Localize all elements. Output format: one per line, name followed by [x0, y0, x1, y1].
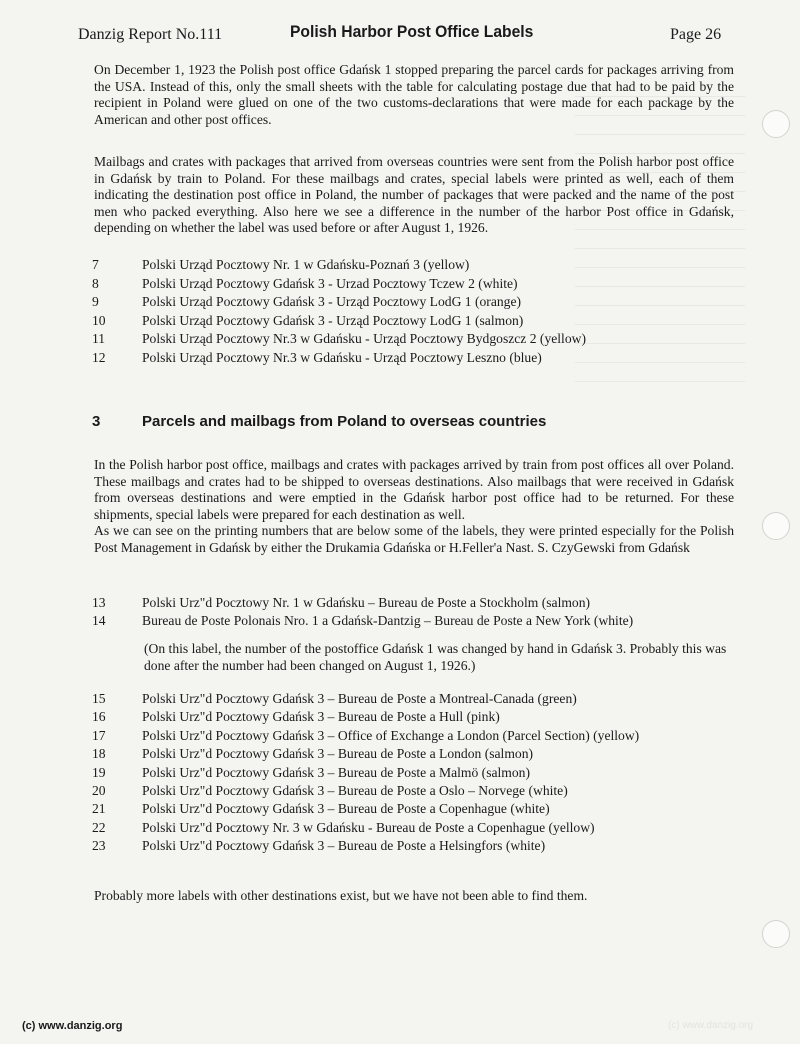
report-name: Danzig Report No.111 [78, 26, 223, 43]
list-item [92, 690, 732, 708]
list-item [92, 293, 732, 312]
item-number: 23 [92, 838, 106, 854]
list-item [92, 764, 732, 782]
item-text: Polski Urz"d Pocztowy Gdańsk 3 – Bureau de Poste a Hull (pink) [142, 709, 500, 725]
item-text: Polski Urząd Pocztowy Nr. 1 w Gdańsku-Poznań 3 (yellow) [142, 257, 470, 272]
item-number: 19 [92, 764, 106, 780]
paragraph-2: Mailbags and crates with packages that arrived from overseas countries were sent from the Polish harbor post office in Gdańsk by train to Poland. For these mailbags and crates, special labels were printed as well, each of them indicating the destination post office in Poland, the number of packages that were packed and the name of the post men who packed everything. Also here we see a difference in the number of the harbor Post office in Gdańsk, depending on whether the label was used before or after August 1, 1926. [94, 154, 734, 235]
page-title: Polish Harbor Post Office Labels [290, 22, 534, 41]
closing-paragraph: Probably more labels with other destinations exist, but we have not been able to find them. [94, 888, 588, 903]
list-item [92, 275, 732, 294]
item-number: 13 [92, 595, 106, 610]
item-number: 12 [92, 349, 106, 365]
item-text: Polski Urząd Pocztowy Nr.3 w Gdańsku - Urząd Pocztowy Bydgoszcz 2 (yellow) [142, 331, 586, 347]
item-text: Polski Urząd Pocztowy Gdańsk 3 - Urząd Pocztowy LodG 1 (salmon) [142, 312, 524, 328]
label-list-outbound-b [92, 690, 732, 856]
item-text: Polski Urz"d Pocztowy Gdańsk 3 – Bureau de Poste a Malmö (salmon) [142, 764, 531, 780]
section-heading [92, 413, 546, 430]
item-number: 17 [92, 727, 106, 743]
watermark-footer: (c) www.danzig.org [668, 1020, 754, 1031]
list-item [92, 837, 732, 855]
item-text: Polski Urz"d Pocztowy Gdańsk 3 – Bureau de Poste a Oslo – Norvege (white) [142, 783, 568, 799]
list-item [92, 594, 732, 612]
page-number: Page 26 [670, 26, 722, 43]
item-number: 7 [92, 257, 99, 272]
punch-hole [762, 110, 790, 138]
item-number: 20 [92, 783, 106, 799]
item-number: 22 [92, 819, 106, 835]
paragraph-4: As we can see on the printing numbers that are below some of the labels, they were printed especially for the Polish Post Management in Gdańsk by either the Drukamia Gdańska or H.Feller'a Nast. S. CzyGewski from Gdańsk [94, 523, 734, 555]
item-number: 14 [92, 613, 106, 629]
list-item [92, 819, 732, 837]
section-title: Parcels and mailbags from Poland to overseas countries [142, 413, 547, 430]
item-number: 10 [92, 312, 106, 328]
item-text: Polski Urz"d Pocztowy Gdańsk 3 – Bureau de Poste a Helsingfors (white) [142, 838, 546, 854]
section-number: 3 [92, 413, 101, 430]
item-text: Polski Urz"d Pocztowy Gdańsk 3 – Bureau de Poste a Copenhague (white) [142, 801, 550, 817]
list-item [92, 330, 732, 349]
item-text: Polski Urząd Pocztowy Nr.3 w Gdańsku - Urząd Pocztowy Leszno (blue) [142, 349, 542, 365]
label-list-inbound [92, 256, 732, 368]
punch-hole [762, 920, 790, 948]
list-item [92, 782, 732, 800]
item-text: Polski Urz"d Pocztowy Gdańsk 3 – Bureau de Poste a Montreal-Canada (green) [142, 691, 577, 706]
label-list-outbound-a [92, 594, 732, 631]
item-number: 8 [92, 275, 99, 291]
list-item [92, 727, 732, 745]
list-item [92, 256, 732, 275]
item-number: 11 [92, 331, 106, 347]
list-item [92, 349, 732, 368]
item-text: Polski Urz"d Pocztowy Gdańsk 3 – Office of Exchange a London (Parcel Section) (yellow) [142, 727, 640, 743]
list-item [92, 800, 732, 818]
item-text: Polski Urz"d Pocztowy Nr. 3 w Gdańsku - Bureau de Poste a Copenhague (yellow) [142, 819, 595, 835]
item-number: 16 [92, 709, 106, 725]
item-number: 21 [92, 801, 106, 817]
list-item [92, 312, 732, 331]
item-number: 15 [92, 691, 106, 706]
item-text: Polski Urz"d Pocztowy Nr. 1 w Gdańsku – Bureau de Poste a Stockholm (salmon) [142, 595, 591, 610]
item-text: Polski Urząd Pocztowy Gdańsk 3 - Urzad Pocztowy Tczew 2 (white) [142, 275, 518, 291]
item-text: Polski Urząd Pocztowy Gdańsk 3 - Urząd Pocztowy LodG 1 (orange) [142, 294, 522, 310]
item-text: Bureau de Poste Polonais Nro. 1 a Gdańsk-Dantzig – Bureau de Poste a New York (white) [142, 613, 634, 629]
item-number: 18 [92, 746, 106, 762]
item-text: Polski Urz"d Pocztowy Gdańsk 3 – Bureau de Poste a London (salmon) [142, 746, 534, 762]
punch-hole [762, 512, 790, 540]
list-item [92, 612, 732, 630]
note-paragraph: (On this label, the number of the postoffice Gdańsk 1 was changed by hand in Gdańsk 3. Probably this was done after the number had been changed on August 1, 1926.) [144, 641, 727, 673]
list-item [92, 745, 732, 763]
list-item [92, 708, 732, 726]
copyright-footer: (c) www.danzig.org [22, 1020, 123, 1032]
item-number: 9 [92, 294, 99, 310]
paragraph-1: On December 1, 1923 the Polish post office Gdańsk 1 stopped preparing the parcel cards for packages arriving from the USA. Instead of this, only the small sheets with the table for calculating postage due that had to be paid by the recipient in Poland were glued on one of the two customs-declarations that were made for each package by the American and other post offices. [94, 62, 734, 127]
paragraph-3: In the Polish harbor post office, mailbags and crates with packages arrived by train from post offices all over Poland. These mailbags and crates had to be shipped to overseas destinations. Also mailbags that were received in Gdańsk from overseas destinations and were emptied in the Gdańsk harbor post office had to be returned. For these shipments, special labels were prepared for each destination as well. [94, 457, 734, 522]
